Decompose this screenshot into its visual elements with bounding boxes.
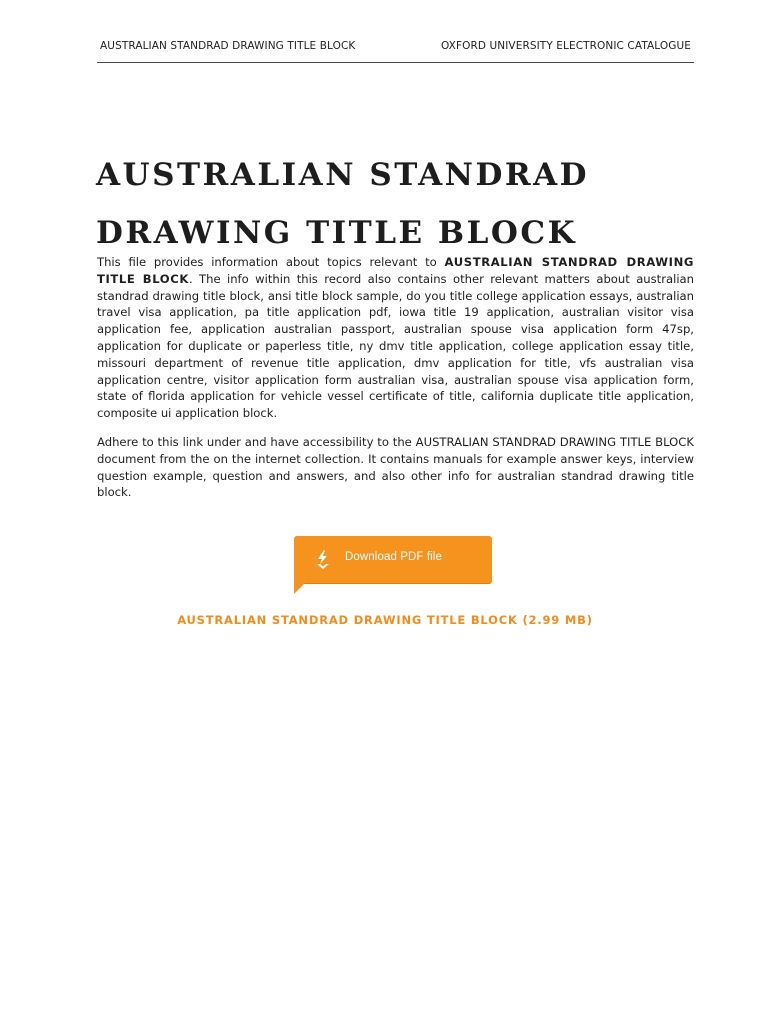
intro-strong-title: AUSTRALIAN STANDRAD DRAWING TITLE BLOCK — [97, 255, 695, 286]
download-button-label: Download PDF file — [345, 551, 442, 563]
title-line-2: DRAWING TITLE BLOCK — [96, 215, 578, 251]
intro-rest: . The info within this record also contains other relevant matters about australian standrad drawing title block, ansi title block sample, do you title college application essays, australian travel visa application, pa title application pdf, iowa title 19 application, australian visitor visa application fee, application australian passport, australian spouse visa application form 47sp, application for duplicate or paperless title, ny dmv title application, college application essay title, missouri department of revenue title application, dmv application for title, vfs australian visa application centre, visitor application form australian visa, australian spouse visa application form, state of florida application for vehicle vessel certificate of title, california duplicate title application, composite ui application block. — [97, 271, 694, 421]
intro-lead: This file provides information about topics relevant to — [97, 255, 445, 269]
page-header — [97, 38, 694, 63]
access-paragraph: Adhere to this link under and have accessibility to the AUSTRALIAN STANDRAD DRAWING TITLE BLOCK document from the on the internet collection. It contains manuals for example answer keys, interview question example, question and answers, and also other info for australian standrad drawing title block. — [97, 435, 694, 500]
download-button-wrapper — [294, 536, 492, 594]
header-document-title: AUSTRALIAN STANDRAD DRAWING TITLE BLOCK — [100, 40, 356, 52]
intro-paragraph — [97, 254, 694, 422]
title-line-1: AUSTRALIAN STANDRAD — [96, 157, 590, 193]
download-button-tail — [294, 582, 306, 594]
header-catalogue-name: OXFORD UNIVERSITY ELECTRONIC CATALOGUE — [440, 40, 691, 52]
download-icon — [315, 550, 331, 570]
file-download-link[interactable]: AUSTRALIAN STANDRAD DRAWING TITLE BLOCK (2.99 MB) — [177, 613, 593, 627]
document-title — [96, 146, 696, 262]
download-pdf-button[interactable] — [294, 536, 492, 583]
